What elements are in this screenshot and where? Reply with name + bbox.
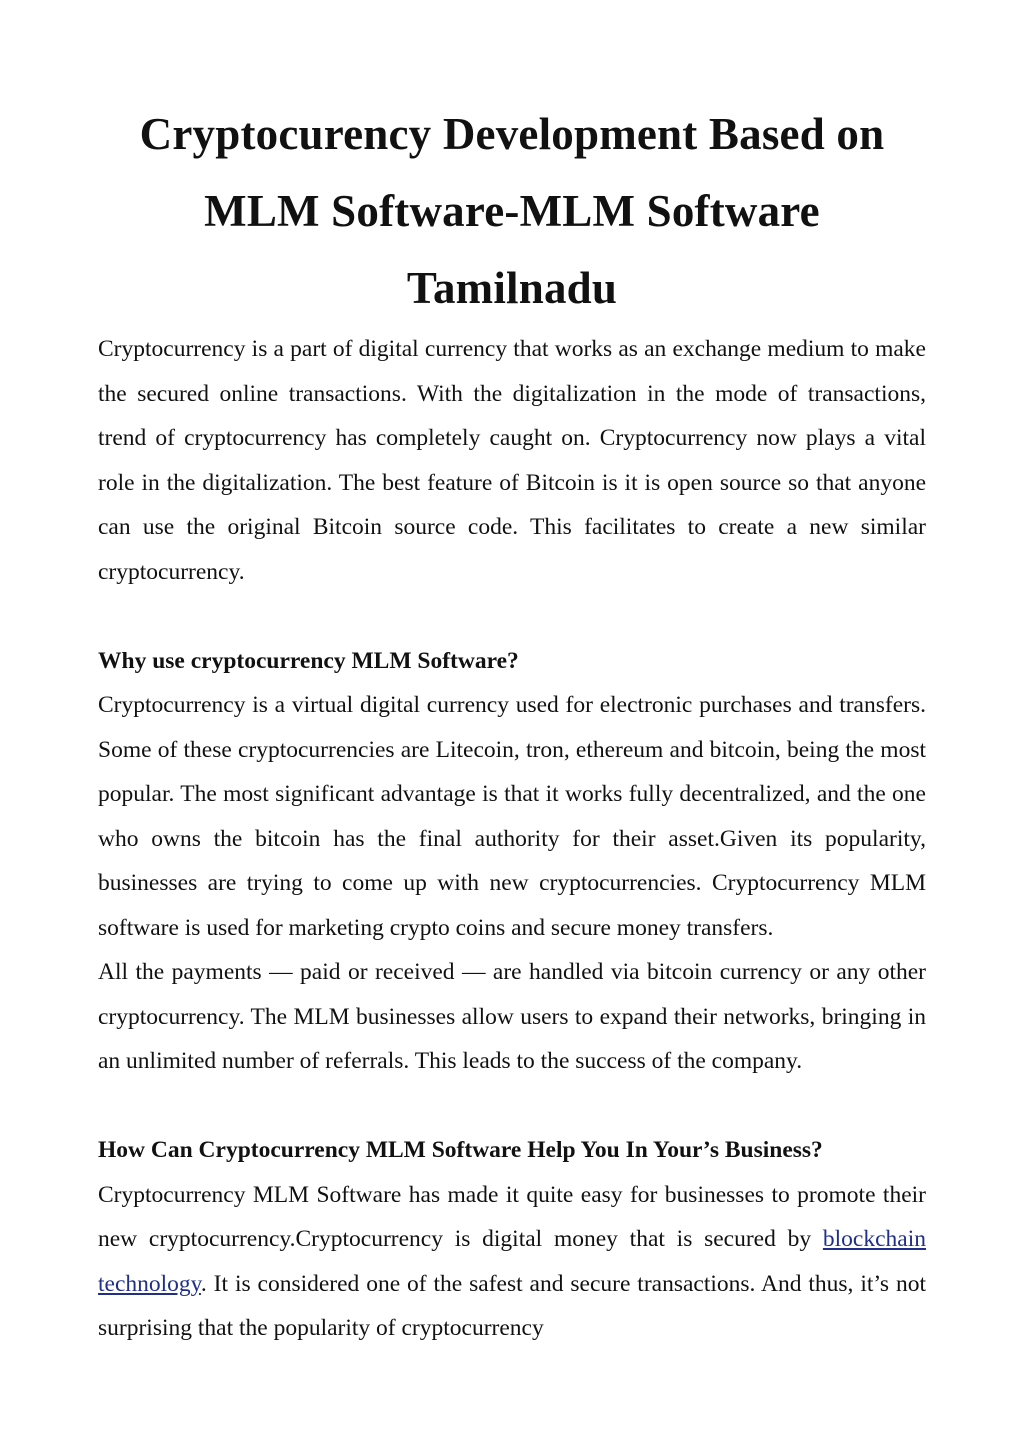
section-heading-how: How Can Cryptocurrency MLM Software Help You In Your’s Business? [98, 1137, 823, 1163]
section-why-paragraph-1: Cryptocurrency is a virtual digital currency used for electronic purchases and transfers. Some of these cryptocurrencies are Litecoin, tron, ethereum and bitcoin, being the most popular. The most significant advantage is that it works fully decentralized, and the one who owns the bitcoin has the final authority for their asset.Given its popularity, businesses are trying to come up with new cryptocurrencies. Cryptocurrency MLM software is used for marketing crypto coins and secure money transfers. [98, 692, 926, 941]
blockchain-technology-link[interactable]: blockchain technology [98, 1226, 926, 1297]
intro-paragraph: Cryptocurrency is a part of digital currency that works as an exchange medium to make the secured online transactions. With the digitalization in the mode of transactions, trend of cryptocurrency has completely caught on. Cryptocurrency now plays a vital role in the digitalization. The best feature of Bitcoin is it is open source so that anyone can use the original Bitcoin source code. This facilitates to create a new similar cryptocurrency. [98, 336, 926, 585]
paragraph-spacer [98, 594, 926, 639]
page-title [98, 96, 926, 327]
paragraph-spacer [98, 1084, 926, 1129]
paragraph-text-before-link: Cryptocurrency MLM Software has made it quite easy for businesses to promote their new cryptocurrency.Cryptocurrency is digital money that is secured by [98, 1181, 926, 1252]
paragraph-text-after-link: . It is considered one of the safest and secure transactions. And thus, it’s not surprising that the popularity of cryptocurrency [98, 1270, 926, 1341]
section-heading-why: Why use cryptocurrency MLM Software? [98, 647, 519, 674]
section-how-paragraph [98, 1173, 926, 1351]
title-line-2: MLM Software-MLM Software Tamilnadu [204, 186, 820, 313]
section-why-paragraph-2: All the payments — paid or received — are handled via bitcoin currency or any other cryptocurrency. The MLM businesses allow users to expand their networks, bringing in an unlimited number of referrals. This leads to the success of the company. [98, 959, 926, 1074]
title-line-1: Cryptocurency Development Based on [139, 109, 885, 159]
document-page [98, 96, 926, 1351]
